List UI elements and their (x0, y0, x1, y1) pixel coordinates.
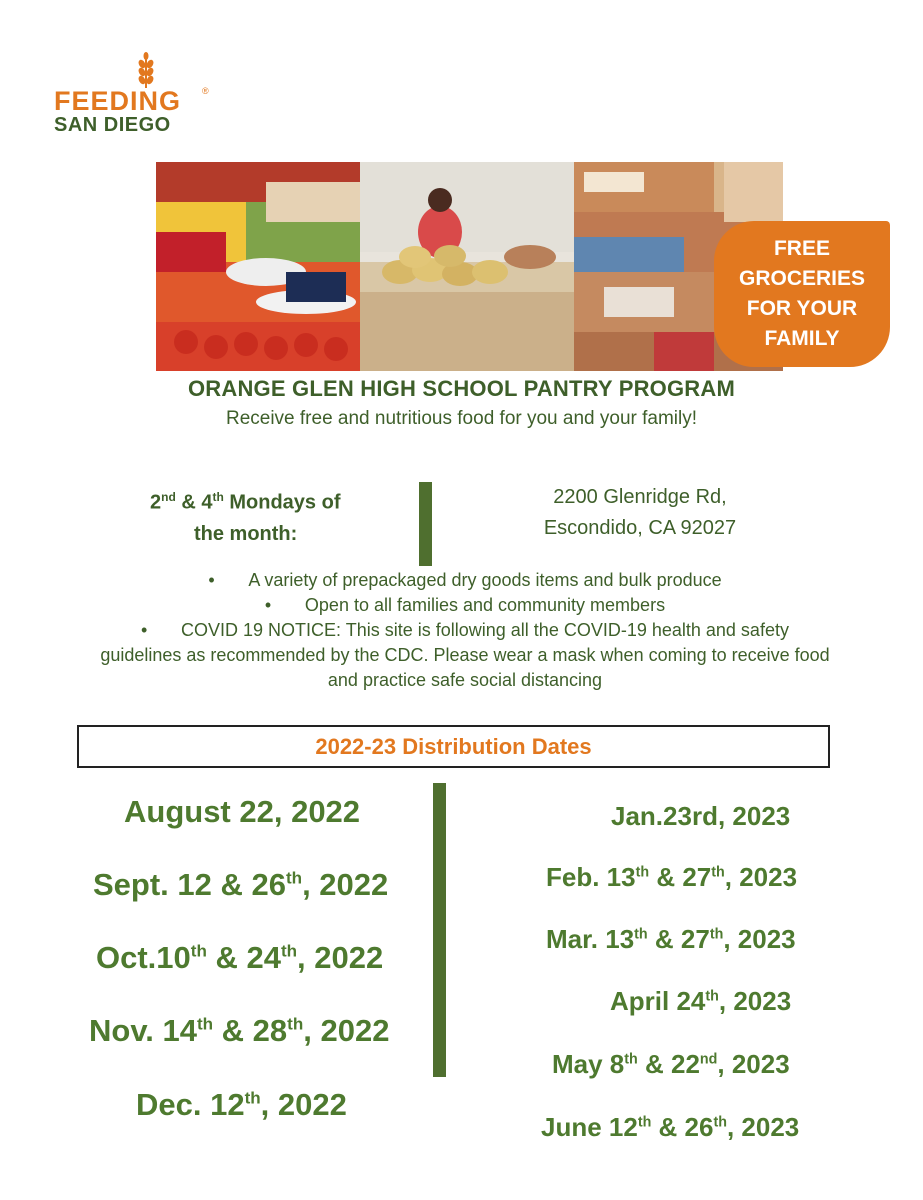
date-suffix: th (709, 926, 724, 943)
potatoes-photo (360, 162, 574, 371)
date-right-feb (546, 862, 797, 893)
date-suffix: th (280, 941, 298, 961)
photo-strip (156, 162, 783, 371)
date-left-nov (89, 1013, 389, 1049)
date-left-dec (136, 1087, 347, 1123)
bullet-dot: • (264, 595, 272, 615)
bullet-item (100, 593, 830, 618)
bullet-dot: • (208, 570, 215, 590)
dates-header-box (77, 725, 830, 768)
date-text: , 2022 (302, 867, 389, 902)
date-text: Jan.23rd, 2023 (611, 801, 791, 831)
address-line1: 2200 Glenridge Rd, (553, 486, 727, 508)
schedule-text (150, 482, 410, 550)
dates-header: 2022-23 Distribution Dates (315, 733, 592, 759)
logo-feeding-text: FEEDING (54, 86, 182, 116)
page-subtitle: Receive free and nutritious food for you and your family! (225, 408, 698, 429)
date-suffix: th (634, 926, 648, 943)
date-suffix: th (713, 1114, 727, 1131)
address (500, 482, 780, 544)
date-text: , 2022 (303, 1013, 390, 1048)
date-suffix: th (637, 1114, 652, 1131)
date-suffix: th (244, 1088, 261, 1108)
schedule-rest2: the month: (194, 522, 298, 545)
free-groceries-badge (714, 221, 890, 367)
schedule-n2: 4 (201, 491, 213, 514)
date-text: Sept. 12 & 26 (93, 867, 286, 902)
date-text: Mar. 13 (546, 924, 635, 954)
badge-text: FREE GROCERIES FOR YOUR FAMILY (738, 237, 866, 350)
date-left-sept (93, 867, 388, 903)
schedule-amp: & (175, 491, 202, 514)
date-suffix: th (711, 864, 725, 881)
schedule-s2: th (212, 490, 224, 504)
date-text: Nov. 14 (89, 1013, 197, 1048)
info-bullets (100, 568, 830, 693)
date-text: , 2023 (724, 862, 798, 892)
date-right-jan (611, 801, 790, 832)
date-suffix: th (196, 1014, 214, 1034)
date-text: & 22 (637, 1049, 700, 1079)
feeding-san-diego-logo (52, 52, 222, 134)
date-right-mar (546, 924, 796, 955)
date-right-may (552, 1049, 790, 1080)
page-title: ORANGE GLEN HIGH SCHOOL PANTRY PROGRAM (187, 376, 736, 401)
date-suffix: th (624, 1051, 638, 1068)
date-suffix: th (285, 868, 303, 888)
bullet-text: COVID 19 NOTICE: This site is following all the COVID-19 health and safety guidelines as recommended by the CDC. Please wear a mask when coming to receive food and practice safe social distancing (100, 620, 830, 690)
date-text: Feb. 13 (546, 862, 636, 892)
date-text: June 12 (541, 1112, 638, 1142)
dates-divider (433, 783, 446, 1077)
date-text: , 2023 (726, 1112, 800, 1142)
wheat-icon (138, 52, 154, 88)
date-text: , 2022 (297, 940, 384, 975)
bullet-text: Open to all families and community members (304, 595, 666, 615)
date-right-apr (610, 986, 791, 1017)
date-text: , 2023 (718, 986, 792, 1016)
logo-san-diego-text: SAN DIEGO (54, 114, 171, 136)
date-text: , 2023 (723, 924, 796, 954)
bullet-item (100, 568, 830, 593)
date-left-aug (124, 794, 360, 830)
date-suffix: th (287, 1014, 304, 1034)
date-left-oct (96, 940, 383, 976)
date-suffix: th (190, 941, 207, 961)
schedule-n1: 2 (150, 491, 162, 514)
bullet-item (100, 618, 830, 693)
date-right-jun (541, 1112, 799, 1143)
date-text: , 2023 (717, 1049, 790, 1079)
logo-registered-mark: ® (202, 86, 209, 96)
date-text: August 22, 2022 (124, 794, 361, 829)
date-text: April 24 (610, 986, 706, 1016)
address-line2: Escondido, CA 92027 (543, 517, 737, 539)
bullet-dot: • (141, 620, 148, 640)
date-text: May 8 (552, 1049, 625, 1079)
schedule-rest1: Mondays of (223, 491, 341, 514)
date-text: & 27 (649, 862, 712, 892)
date-text: & 27 (647, 924, 710, 954)
date-suffix: nd (699, 1051, 718, 1068)
schedule-divider (419, 482, 432, 566)
bullet-text: A variety of prepackaged dry goods items and bulk produce (248, 570, 722, 590)
date-suffix: th (705, 988, 719, 1005)
date-text: & 24 (206, 940, 281, 975)
schedule-s1: nd (161, 490, 176, 504)
date-text: , 2022 (260, 1087, 347, 1122)
date-text: & 28 (213, 1013, 288, 1048)
date-text: Oct.10 (96, 940, 191, 975)
date-text: & 26 (651, 1112, 714, 1142)
date-text: Dec. 12 (136, 1087, 245, 1122)
produce-photo (156, 162, 360, 371)
date-suffix: th (635, 864, 650, 881)
